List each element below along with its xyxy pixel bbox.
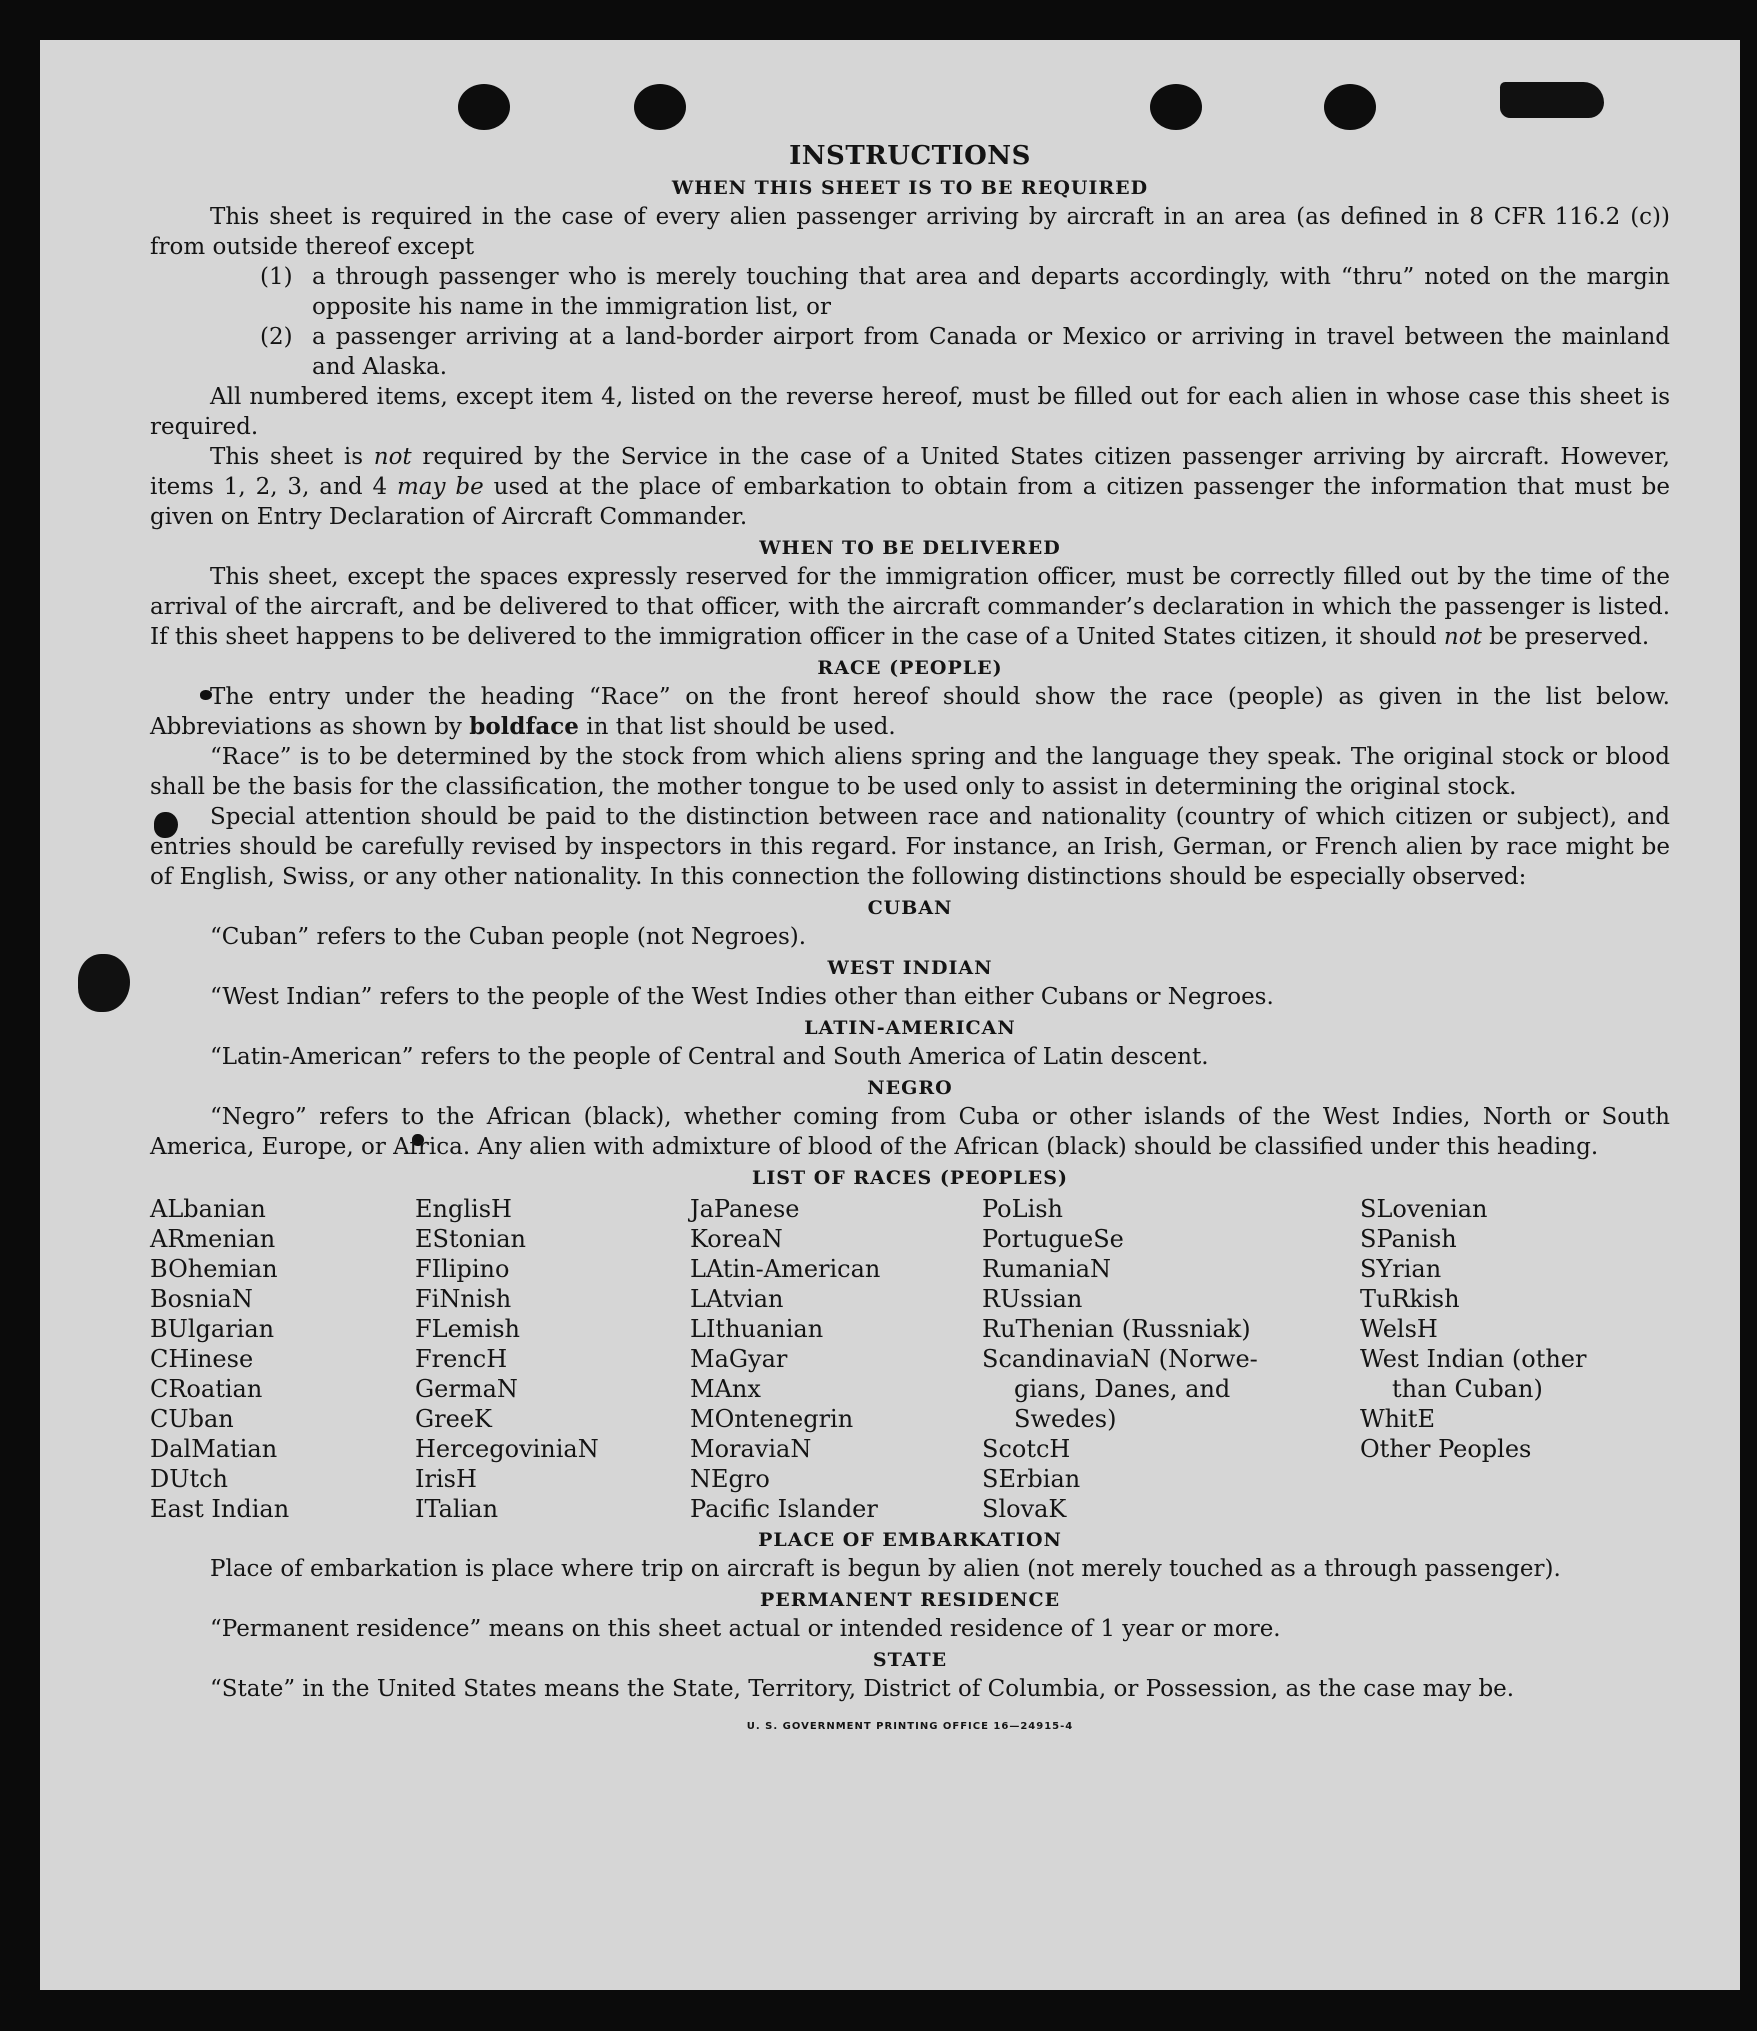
- heading-embarkation: PLACE OF EMBARKATION: [758, 1529, 1062, 1551]
- race-entry: EStonian: [415, 1225, 526, 1253]
- race-paragraph-2: “Race” is to be determined by the stock from which aliens spring and the language they speak. The original stock or blood shall be the basis for the classification, the mother tongue to be used only to assist in determining the original stock.: [150, 744, 1670, 800]
- race-entry: IrisH: [415, 1465, 477, 1493]
- races-column: [150, 1194, 415, 1524]
- text-run: required by the Service in the case of a United States citizen passenger arriving by aircraft. However, items 1, 2, 3, and 4: [150, 444, 1670, 500]
- race-entry: ALbanian: [150, 1195, 266, 1223]
- races-column: [1360, 1194, 1650, 1524]
- race-entry: MAnx: [690, 1375, 761, 1403]
- heading-race: RACE (PEOPLE): [817, 657, 1003, 679]
- ink-blot: [1500, 82, 1604, 118]
- latin-american-text: “Latin-American” refers to the people of Central and South America of Latin descent.: [210, 1044, 1209, 1070]
- race-entry: KoreaN: [690, 1225, 783, 1253]
- heading-state: STATE: [872, 1649, 948, 1671]
- race-entry: CUban: [150, 1405, 234, 1433]
- race-entry: MoraviaN: [690, 1435, 812, 1463]
- heading-latin-american: LATIN-AMERICAN: [804, 1017, 1016, 1039]
- item-number: (2): [260, 324, 293, 350]
- race-entry: SLovenian: [1360, 1195, 1488, 1223]
- races-column: [982, 1194, 1360, 1524]
- heading-negro: NEGRO: [867, 1077, 953, 1099]
- race-paragraph-3: Special attention should be paid to the distinction between race and nationality (country of which citizen or subject), and entries should be carefully revised by inspectors in this regard. For instance, an Irish, German, or French alien by race might be of English, Swiss, or any other nationality. In this connection the following distinctions should be especially observed:: [150, 804, 1670, 890]
- heading-list-of-races: LIST OF RACES (PEOPLES): [752, 1167, 1068, 1189]
- race-entry: FrencH: [415, 1345, 508, 1373]
- race-entry: BUlgarian: [150, 1315, 275, 1343]
- exception-item: [260, 262, 1670, 322]
- heading-west-indian: WEST INDIAN: [827, 957, 993, 979]
- race-entry: GreeK: [415, 1405, 492, 1433]
- race-entry: RumaniaN: [982, 1255, 1112, 1283]
- race-entry: HercegoviniaN: [415, 1435, 599, 1463]
- required-paragraph-3: [150, 442, 1670, 532]
- race-entry: SYrian: [1360, 1255, 1442, 1283]
- races-column: [415, 1194, 690, 1524]
- heading-permanent-residence: PERMANENT RESIDENCE: [759, 1589, 1061, 1611]
- permanent-residence-text: “Permanent residence” means on this sheet actual or intended residence of 1 year or more.: [210, 1616, 1281, 1642]
- punch-hole: [1150, 84, 1202, 130]
- race-entry: WhitE: [1360, 1405, 1435, 1433]
- race-entry: ARmenian: [150, 1225, 276, 1253]
- instructions-content: [150, 140, 1670, 1742]
- race-entry: LAtin-American: [690, 1255, 881, 1283]
- embarkation-text: Place of embarkation is place where trip on aircraft is begun by alien (not merely touched as a through passenger).: [210, 1556, 1561, 1582]
- race-entry-continued: gians, Danes, and: [1014, 1375, 1231, 1403]
- race-entry: ScandinaviaN (Norwe-: [982, 1345, 1258, 1373]
- text-run-italic: not: [1443, 624, 1482, 650]
- race-entry: Pacific Islander: [690, 1495, 878, 1523]
- race-entry: FiNnish: [415, 1285, 512, 1313]
- race-entry: PortugueSe: [982, 1225, 1124, 1253]
- race-paragraph-1: [150, 682, 1670, 742]
- west-indian-text: “West Indian” refers to the people of the West Indies other than either Cubans or Negroes.: [210, 984, 1274, 1010]
- race-entry: NEgro: [690, 1465, 770, 1493]
- heading-required: WHEN THIS SHEET IS TO BE REQUIRED: [671, 177, 1149, 199]
- required-paragraph-2: All numbered items, except item 4, listed on the reverse hereof, must be filled out for each alien in whose case this sheet is required.: [150, 384, 1670, 440]
- heading-cuban: CUBAN: [867, 897, 953, 919]
- item-number: (1): [260, 264, 293, 290]
- cuban-text: “Cuban” refers to the Cuban people (not Negroes).: [210, 924, 807, 950]
- race-entry: BOhemian: [150, 1255, 278, 1283]
- race-entry: SErbian: [982, 1465, 1081, 1493]
- race-entry: SlovaK: [982, 1495, 1067, 1523]
- race-entry: ITalian: [415, 1495, 499, 1523]
- exception-item: [260, 322, 1670, 382]
- races-column: [690, 1194, 982, 1524]
- text-run-bold: boldface: [469, 713, 579, 740]
- race-entry: FIlipino: [415, 1255, 510, 1283]
- item-text: a passenger arriving at a land-border airport from Canada or Mexico or arriving in travel between the mainland and Alaska.: [312, 324, 1670, 380]
- negro-text: “Negro” refers to the African (black), whether coming from Cuba or other islands of the West Indies, North or South America, Europe, or Africa. Any alien with admixture of blood of the African (black) should be classified under this heading.: [150, 1104, 1670, 1160]
- heading-delivered: WHEN TO BE DELIVERED: [759, 537, 1061, 559]
- races-list: [150, 1194, 1670, 1524]
- race-entry: LAtvian: [690, 1285, 784, 1313]
- race-entry: LIthuanian: [690, 1315, 824, 1343]
- race-entry: MaGyar: [690, 1345, 788, 1373]
- race-entry: TuRkish: [1360, 1285, 1460, 1313]
- text-run: in that list should be used.: [578, 714, 896, 740]
- text-run-italic: may be: [397, 474, 484, 500]
- text-run-italic: not: [373, 444, 412, 470]
- race-entry: BosniaN: [150, 1285, 253, 1313]
- race-entry-continued: Swedes): [1014, 1405, 1117, 1433]
- punch-hole: [634, 84, 686, 130]
- race-entry: Other Peoples: [1360, 1435, 1532, 1463]
- punch-hole: [1324, 84, 1376, 130]
- race-entry: CHinese: [150, 1345, 254, 1373]
- race-entry: RuThenian (Russniak): [982, 1315, 1251, 1343]
- race-entry: SPanish: [1360, 1225, 1457, 1253]
- race-entry: WelsH: [1360, 1315, 1438, 1343]
- race-entry: GermaN: [415, 1375, 518, 1403]
- race-entry: West Indian (other: [1360, 1345, 1587, 1373]
- punch-hole: [458, 84, 510, 130]
- race-entry: EnglisH: [415, 1195, 512, 1223]
- race-entry: ScotcH: [982, 1435, 1071, 1463]
- race-entry: East Indian: [150, 1495, 290, 1523]
- delivered-paragraph: [150, 562, 1670, 652]
- text-run: be preserved.: [1481, 624, 1650, 650]
- document-page: [40, 40, 1740, 1990]
- race-entry: MOntenegrin: [690, 1405, 854, 1433]
- page-title: INSTRUCTIONS: [789, 141, 1031, 171]
- item-text: a through passenger who is merely touching that area and departs accordingly, with “thru” noted on the margin opposite his name in the immigration list, or: [312, 264, 1670, 320]
- race-entry-continued: than Cuban): [1392, 1375, 1543, 1403]
- printing-office-footer: U. S. GOVERNMENT PRINTING OFFICE 16—24915-4: [746, 1721, 1074, 1732]
- text-run: This sheet is: [210, 444, 374, 470]
- race-entry: DalMatian: [150, 1435, 278, 1463]
- race-entry: DUtch: [150, 1465, 229, 1493]
- text-run: The entry under the heading “Race” on the front hereof should show the race (people) as given in the list below. Abbreviations as shown by: [150, 684, 1670, 740]
- race-entry: CRoatian: [150, 1375, 263, 1403]
- required-intro: This sheet is required in the case of every alien passenger arriving by aircraft in an area (as defined in 8 CFR 116.2 (c)) from outside thereof except: [150, 204, 1670, 260]
- text-run: used at the place of embarkation to obtain from a citizen passenger the information that must be given on Entry Declaration of Aircraft Commander.: [150, 474, 1670, 530]
- text-run: This sheet, except the spaces expressly reserved for the immigration officer, must be correctly filled out by the time of the arrival of the aircraft, and be delivered to that officer, with the aircraft commander’s declaration in which the passenger is listed. If this sheet happens to be delivered to the immigration officer in the case of a United States citizen, it should: [150, 564, 1670, 650]
- race-entry: PoLish: [982, 1195, 1064, 1223]
- state-text: “State” in the United States means the State, Territory, District of Columbia, or Possession, as the case may be.: [210, 1676, 1515, 1702]
- ink-blot: [78, 954, 130, 1012]
- race-entry: FLemish: [415, 1315, 520, 1343]
- race-entry: RUssian: [982, 1285, 1083, 1313]
- race-entry: JaPanese: [690, 1195, 800, 1223]
